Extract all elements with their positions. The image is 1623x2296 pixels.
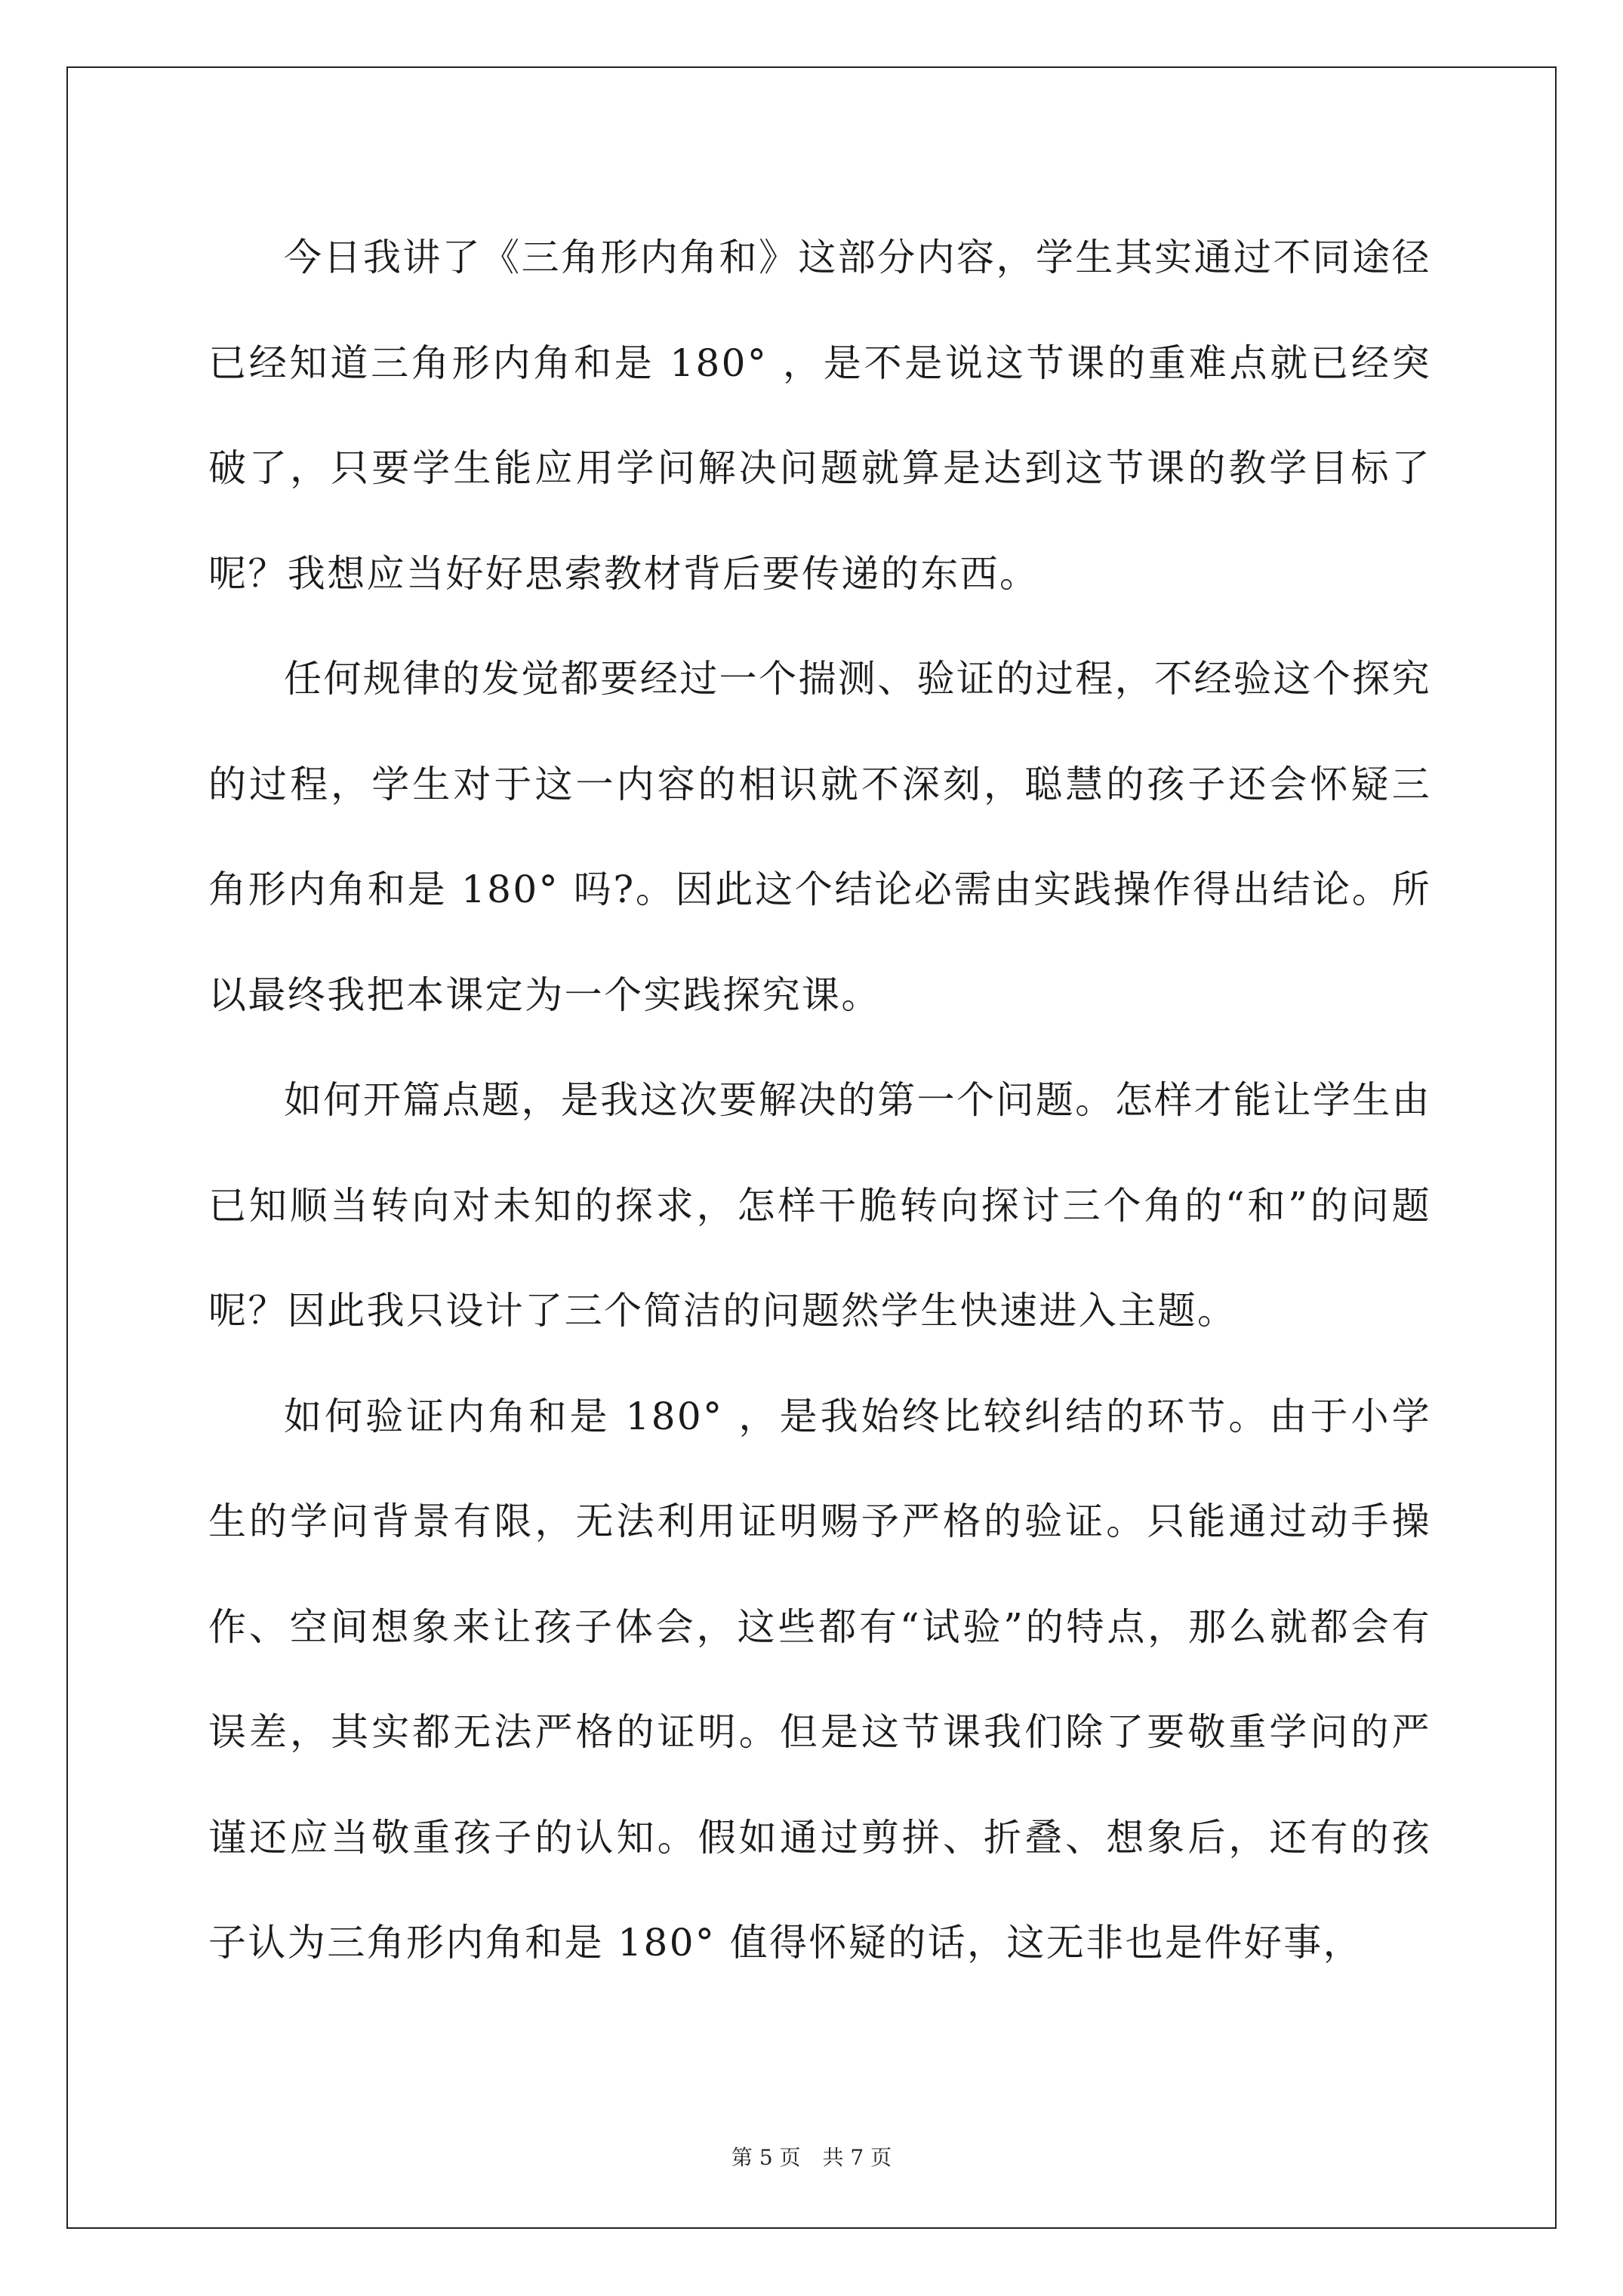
page-number: 第 5 页 — [731, 2145, 801, 2170]
page-total: 共 7 页 — [822, 2145, 892, 2170]
page-footer — [0, 2143, 1623, 2173]
paragraph: 如何开篇点题，是我这次要解决的第一个问题。怎样才能让学生由已知顺当转向对未知的探求，怎样干脆转向探讨三个角的“和”的问题呢？因此我只设计了三个简洁的问题然学生快速进入主题。 — [208, 1078, 1431, 1333]
paragraph: 任何规律的发觉都要经过一个揣测、验证的过程，不经验这个探究的过程，学生对于这一内容的相识就不深刻，聪慧的孩子还会怀疑三角形内角和是 180° 吗?。因此这个结论必需由实践操作得出结论。所以最终我把本课定为一个实践探究课。 — [208, 657, 1431, 1017]
paragraph: 如何验证内角和是 180° ，是我始终比较纠结的环节。由于小学生的学问背景有限，无法利用证明赐予严格的验证。只能通过动手操作、空间想象来让孩子体会，这些都有“试验”的特点，那么就都会有误差，其实都无法严格的证明。但是这节课我们除了要敬重学问的严谨还应当敬重孩子的认知。假如通过剪拼、折叠、想象后，还有的孩子认为三角形内角和是 180° 值得怀疑的话，这无非也是件好事， — [208, 1394, 1431, 1965]
document-body — [208, 205, 1431, 1996]
paragraph: 今日我讲了《三角形内角和》这部分内容，学生其实通过不同途径已经知道三角形内角和是 180° ，是不是说这节课的重难点就已经突破了，只要学生能应用学问解决问题就算是达到这节课的教学目标了呢？我想应当好好思索教材背后要传递的东西。 — [208, 236, 1431, 596]
